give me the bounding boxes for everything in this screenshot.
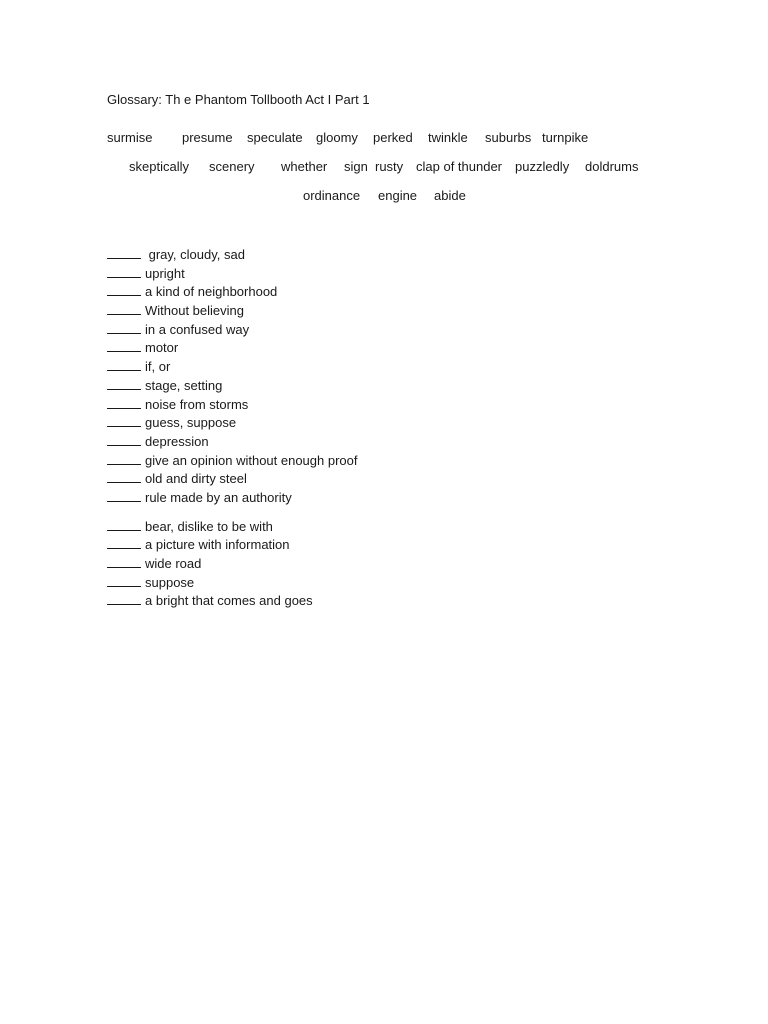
word-bank-word: abide <box>434 188 466 203</box>
definition-item <box>107 489 358 508</box>
answer-blank[interactable] <box>107 453 141 465</box>
definition-text: rule made by an authority <box>145 489 292 505</box>
answer-blank[interactable] <box>107 247 141 259</box>
definition-text: if, or <box>145 359 171 375</box>
definition-text: bear, dislike to be with <box>145 518 273 534</box>
word-bank-word: presume <box>182 130 233 145</box>
definition-text: old and dirty steel <box>145 471 247 487</box>
definition-item <box>107 358 358 377</box>
definition-item <box>107 321 358 340</box>
word-bank-row-3 <box>0 188 768 206</box>
answer-blank[interactable] <box>107 434 141 446</box>
definition-text: stage, setting <box>145 377 223 393</box>
definition-item <box>107 536 358 555</box>
definition-text: a kind of neighborhood <box>145 284 278 300</box>
word-bank-word: clap of thunder <box>416 159 503 174</box>
word-bank-word: sign <box>344 159 368 174</box>
answer-blank[interactable] <box>107 284 141 296</box>
definition-item <box>107 574 358 593</box>
definition-text: gray, cloudy, sad <box>145 247 245 262</box>
definition-text: suppose <box>145 574 195 590</box>
word-bank-word: speculate <box>247 130 303 145</box>
word-bank-word: puzzledly <box>515 159 570 174</box>
word-bank-word: scenery <box>209 159 255 174</box>
word-bank-row-1 <box>0 130 768 148</box>
definition-item <box>107 518 358 537</box>
answer-blank[interactable] <box>107 519 141 531</box>
answer-blank[interactable] <box>107 537 141 549</box>
answer-blank[interactable] <box>107 266 141 278</box>
word-bank-word: surmise <box>107 130 153 145</box>
answer-blank[interactable] <box>107 490 141 502</box>
definition-item <box>107 283 358 302</box>
definition-text: a picture with information <box>145 537 290 553</box>
definition-item <box>107 246 358 265</box>
answer-blank[interactable] <box>107 303 141 315</box>
definition-text: upright <box>145 265 185 281</box>
definition-text: motor <box>145 340 179 356</box>
definition-text: give an opinion without enough proof <box>145 452 358 468</box>
word-bank-word: rusty <box>375 159 404 174</box>
word-bank-word: twinkle <box>428 130 468 145</box>
answer-blank[interactable] <box>107 378 141 390</box>
word-bank-word: whether <box>281 159 328 174</box>
definition-item <box>107 433 358 452</box>
word-bank-word: suburbs <box>485 130 532 145</box>
definition-item <box>107 265 358 284</box>
definition-item <box>107 377 358 396</box>
worksheet-title: Glossary: Th e Phantom Tollbooth Act I Part 1 <box>107 92 370 107</box>
definition-item <box>107 555 358 574</box>
answer-blank[interactable] <box>107 415 141 427</box>
answer-blank[interactable] <box>107 575 141 587</box>
word-bank-word: doldrums <box>585 159 639 174</box>
definition-text: in a confused way <box>145 321 250 337</box>
answer-blank[interactable] <box>107 322 141 334</box>
definition-item <box>107 592 358 611</box>
definition-item <box>107 396 358 415</box>
definition-text: depression <box>145 433 209 449</box>
answer-blank[interactable] <box>107 340 141 352</box>
answer-blank[interactable] <box>107 556 141 568</box>
definition-item <box>107 414 358 433</box>
group-spacer <box>107 508 358 518</box>
answer-blank[interactable] <box>107 359 141 371</box>
definition-text: Without believing <box>145 303 244 319</box>
word-bank-word: ordinance <box>303 188 361 203</box>
definition-text: guess, suppose <box>145 415 237 431</box>
definition-item <box>107 470 358 489</box>
word-bank-word: skeptically <box>129 159 189 174</box>
definition-item <box>107 302 358 321</box>
definition-text: wide road <box>145 556 202 571</box>
definition-item <box>107 452 358 471</box>
answer-blank[interactable] <box>107 471 141 483</box>
word-bank-row-2 <box>0 159 768 177</box>
answer-blank[interactable] <box>107 593 141 605</box>
word-bank-word: engine <box>378 188 418 203</box>
definitions-list <box>107 246 358 611</box>
word-bank-word: perked <box>373 130 413 145</box>
definition-text: a bright that comes and goes <box>145 593 313 609</box>
answer-blank[interactable] <box>107 397 141 409</box>
definition-text: noise from storms <box>145 396 249 412</box>
definition-item <box>107 339 358 358</box>
word-bank-word: turnpike <box>542 130 589 145</box>
word-bank-word: gloomy <box>316 130 358 145</box>
